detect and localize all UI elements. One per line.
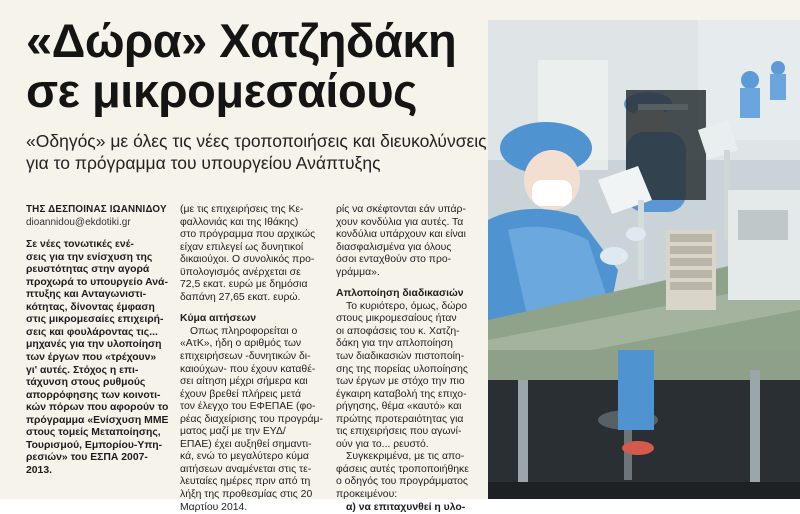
text-line: σεις για την ενίσχυση της [26,251,153,263]
text-line: δαπάνη 27,65 εκατ. ευρώ. [180,291,301,303]
subtitle [26,130,487,174]
text-line: των διαδικασιών πιστοποίη- [336,351,465,363]
text-line: προκειμένου: [336,489,398,501]
text-line: στους μικρομεσαίους ήταν [336,313,457,325]
text-line: «ΑτΚ», ήδη ο αριθμός των [180,338,302,350]
text-line: γι' αυτές. Στόχος η επι- [26,364,139,376]
headline [26,16,486,116]
text-line: λευταίες ημέρες πριν από τη [180,476,311,488]
text-line: φαλλονιάς και της Ιθάκης) [180,216,299,228]
section-subhead: Απλοποίηση διαδικασιών [336,288,464,300]
text-line: σης της πορείας υλοποίησης [336,363,468,375]
text-line: κονδύλια υπάρχουν και είναι [336,229,466,241]
text-line: καιούχων- που έχουν καταθέ- [180,363,316,375]
text-line: λήξη της προθεσμίας στις 20 [180,489,313,501]
subtitle-line: «Οδηγός» με όλες τις νέες τροποποιήσεις και διευκολύνσεις [26,131,487,151]
text-line: Συγκεκριμένα, με τις απο- [346,451,465,463]
factory-workers-photo [488,20,800,499]
text-line: ρευστότητας στην αγορά [26,264,150,276]
byline-email: dioannidou@ekdotiki.gr [26,216,131,228]
text-line: τάχυνση στους ρυθμούς [26,377,146,389]
text-line: σει αίτηση μέχρι σήμερα και [180,376,308,388]
text-line: Οπως πληροφορείται ο [190,325,298,337]
text-line: ρίς να σκέφτονται εάν υπάρ- [336,204,466,215]
text-line: οι αποφάσεις του κ. Χατζη- [336,325,460,337]
text-line: Σε νέες τονωτικές ενέ- [26,239,134,251]
text-line: Τουρισμού, Εμπορίου-Υπη- [26,439,163,451]
text-line: είχαν επιλεγεί ως δυνητικοί [180,241,304,253]
text-line: δικαιούχοι. Ο συνολικός προ- [180,254,315,266]
text-line: απορρόφησης των κοινοτι- [26,389,161,401]
text-line: πτυξης και Ανταγωνιστι- [26,289,147,301]
subtitle-line: για το πρόγραμμα του υπουργείου Ανάπτυξης [26,153,381,173]
text-line: στις μικρομεσαίες επιχειρή- [26,314,164,326]
text-line: δάκη για την απλοποίηση [336,338,453,350]
text-line: των έργων που «τρέχουν» [26,352,157,364]
text-line: φάσεις αυτές τροποποιήθηκε [336,463,469,475]
text-line: των έργων με στόχο την πιο [336,376,465,388]
text-line: στο πρόγραμμα που αρχικώς [180,229,316,241]
text-line: σεις και φουλάροντας τις... [26,326,158,338]
text-line: ϋπολογισμός ανέρχεται σε [180,266,301,278]
text-line: ρέας διαχείρισης του προγράμ- [180,413,323,425]
text-line: κών πόρων που αφορούν το [26,402,169,414]
text-line: έχουν βρεθεί πλήρεις μετά [180,388,301,400]
text-line: πρόγραμμα «Ενίσχυση ΜΜΕ [26,414,169,426]
text-line: τις επιχειρήσεις που αγωνί- [336,426,462,438]
text-line: χουν κονδύλια για αυτές. Τα [336,216,464,228]
text-line: ούν για το... ρευστό. [336,438,429,450]
text-line: διασφαλισμένα για όλους [336,241,452,253]
text-line: επιχειρήσεων -δυνητικών δι- [180,351,311,363]
text-line: έγκαιρη καταβολή της επιχο- [336,388,467,400]
lead-paragraph [26,239,184,477]
text-line: α) να επιταχυνθεί η υλο- [346,501,466,513]
text-line: 72,5 εκατ. ευρώ με δημόσια [180,279,308,291]
text-line: Μαρτίου 2014. [180,501,248,513]
article-column-2 [180,204,332,514]
text-line: κά, ενώ το μεγαλύτερο κύμα [180,451,309,463]
headline-line: «Δώρα» Χατζηδάκη [26,14,457,67]
text-line: προχωρά το υπουργείο Ανά- [26,276,168,288]
text-line: όσοι ενταχθούν στο προ- [336,254,452,266]
text-line: ρήγησης, θέμα «καυτό» και [336,401,462,413]
article-column-1 [26,204,184,477]
text-line: κότητας, δίνοντας έμφαση [26,301,155,313]
section-subhead: Κύμα αιτήσεων [180,313,257,325]
text-line: πρώτης προτεραιότητας για [336,413,464,425]
byline-author: ΤΗΣ ΔΕΣΠΟΙΝΑΣ ΙΩΑΝΝΙΔΟΥ [26,204,167,215]
text-line: 2013. [26,464,53,476]
photo-illustration [488,20,800,499]
text-line: ματος μαζί με την ΕΥΔ/ [180,426,286,438]
text-line: ο οδηγός του προγράμματος [336,476,468,488]
text-line: Το κυριότερο, όμως, δώρο [346,300,468,312]
article-column-3 [336,204,486,514]
text-line: γράμμα». [336,266,380,278]
headline-line: σε μικρομεσαίους [26,64,417,117]
text-line: αιτήσεων αναμένεται στις τε- [180,463,312,475]
text-line: στους τομείς Μεταποίησης, [26,427,161,439]
text-line: ρεσιών» του ΕΣΠΑ 2007- [26,452,148,464]
text-line: μηχανές για την υλοποίηση [26,339,162,351]
text-line: ΕΠΑΕ) έχει αυξηθεί σημαντι- [180,438,312,450]
text-line: τον έλεγχο του ΕΦΕΠΑΕ (φο- [180,401,316,413]
text-line: (με τις επιχειρήσεις της Κε- [180,204,304,215]
